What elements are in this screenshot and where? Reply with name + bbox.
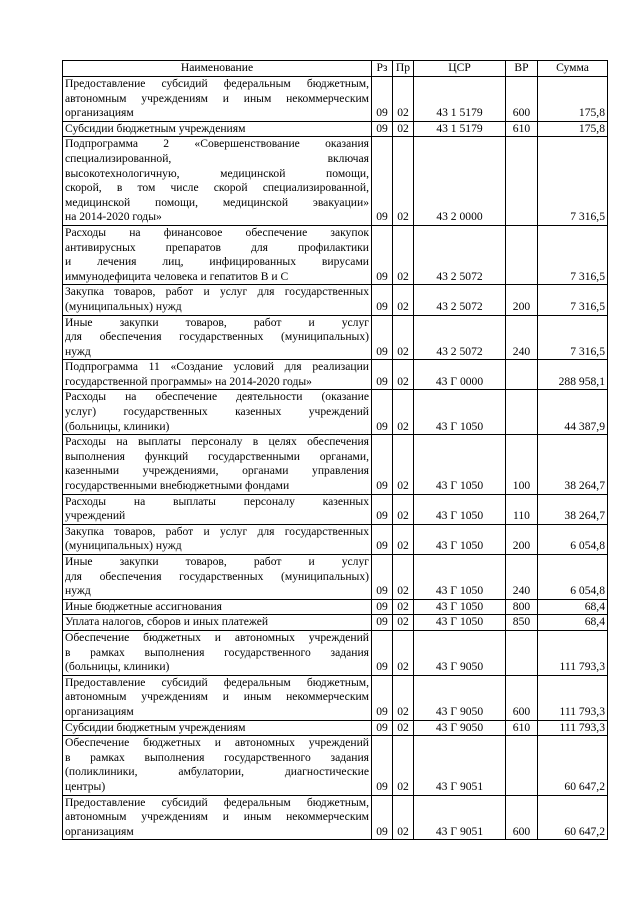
- header-pr: Пр: [393, 61, 414, 77]
- row-vr: 200: [506, 285, 538, 315]
- row-name: [63, 630, 372, 675]
- row-vr: 610: [506, 121, 538, 137]
- row-rz: 09: [372, 494, 393, 524]
- row-csr: 43 Г 9051: [414, 795, 506, 840]
- row-name-line: государственной программы» на 2014-2020 годы»: [65, 374, 312, 388]
- row-name-line: высокотехнологичную, медицинской помощи,: [65, 166, 369, 180]
- table-header-row: [63, 61, 608, 77]
- row-pr: 02: [393, 77, 414, 122]
- row-name-line: Обеспечение бюджетных и автономных учреждений: [65, 630, 369, 644]
- row-name-line: Подпрограмма 2 «Совершенствование оказания: [65, 137, 369, 151]
- row-pr: 02: [393, 225, 414, 284]
- row-rz: 09: [372, 435, 393, 494]
- row-sum: 111 793,3: [538, 630, 608, 675]
- row-vr: 110: [506, 494, 538, 524]
- row-name-line: Иные бюджетные ассигнования: [65, 599, 222, 613]
- row-rz: 09: [372, 555, 393, 600]
- row-sum: 68,4: [538, 615, 608, 631]
- row-pr: 02: [393, 795, 414, 840]
- table-row: [63, 225, 608, 284]
- row-name: [63, 736, 372, 795]
- row-sum: 111 793,3: [538, 675, 608, 720]
- row-name: [63, 720, 372, 736]
- row-csr: 43 2 5072: [414, 225, 506, 284]
- table-row: [63, 630, 608, 675]
- row-pr: 02: [393, 360, 414, 390]
- row-vr: [506, 225, 538, 284]
- row-sum: 44 387,9: [538, 390, 608, 435]
- row-vr: 240: [506, 315, 538, 360]
- table-body: [63, 77, 608, 840]
- row-rz: 09: [372, 675, 393, 720]
- row-sum: 288 958,1: [538, 360, 608, 390]
- row-name-line: скорой, в том числе скорой специализированной,: [65, 181, 369, 195]
- row-pr: 02: [393, 720, 414, 736]
- row-csr: 43 Г 1050: [414, 524, 506, 554]
- row-sum: 6 054,8: [538, 524, 608, 554]
- row-sum: 6 054,8: [538, 555, 608, 600]
- row-csr: 43 2 0000: [414, 137, 506, 226]
- row-csr: 43 Г 9050: [414, 720, 506, 736]
- table-row: [63, 615, 608, 631]
- row-vr: 800: [506, 599, 538, 615]
- row-name-line: Закупка товаров, работ и услуг для государственных: [65, 285, 369, 299]
- row-csr: 43 Г 1050: [414, 435, 506, 494]
- row-name-line: услуг) государственных казенных учреждений: [65, 405, 369, 419]
- row-sum: 111 793,3: [538, 720, 608, 736]
- row-name-line: казенными учреждениями, органами управления: [65, 464, 369, 478]
- row-pr: 02: [393, 121, 414, 137]
- row-pr: 02: [393, 524, 414, 554]
- row-name: [63, 121, 372, 137]
- row-pr: 02: [393, 630, 414, 675]
- row-rz: 09: [372, 285, 393, 315]
- row-name-line: Предоставление субсидий федеральным бюджетным,: [65, 77, 369, 90]
- row-vr: [506, 137, 538, 226]
- row-name: [63, 435, 372, 494]
- row-pr: 02: [393, 736, 414, 795]
- table-row: [63, 360, 608, 390]
- row-name-line: и лечения лиц, инфицированных вирусами: [65, 255, 369, 269]
- row-pr: 02: [393, 615, 414, 631]
- row-name-line: (больницы, клиники): [65, 660, 170, 674]
- row-name-line: автономным учреждениям и иным некоммерческим: [65, 91, 369, 105]
- row-pr: 02: [393, 555, 414, 600]
- row-rz: 09: [372, 225, 393, 284]
- row-vr: 610: [506, 720, 538, 736]
- row-name-line: Иные закупки товаров, работ и услуг: [65, 315, 369, 329]
- row-rz: 09: [372, 630, 393, 675]
- row-rz: 09: [372, 137, 393, 226]
- row-name-line: Субсидии бюджетным учреждениям: [65, 121, 246, 135]
- row-vr: 100: [506, 435, 538, 494]
- row-rz: 09: [372, 795, 393, 840]
- row-name-line: Предоставление субсидий федеральным бюджетным,: [65, 795, 369, 809]
- row-sum: 7 316,5: [538, 315, 608, 360]
- table-row: [63, 720, 608, 736]
- table-row: [63, 315, 608, 360]
- row-sum: 175,8: [538, 77, 608, 122]
- row-csr: 43 Г 9050: [414, 675, 506, 720]
- row-csr: 43 Г 1050: [414, 599, 506, 615]
- row-csr: 43 Г 9050: [414, 630, 506, 675]
- row-pr: 02: [393, 599, 414, 615]
- row-sum: 60 647,2: [538, 795, 608, 840]
- row-pr: 02: [393, 315, 414, 360]
- table-row: [63, 555, 608, 600]
- table-row: [63, 524, 608, 554]
- row-name: [63, 285, 372, 315]
- row-vr: 600: [506, 795, 538, 840]
- table-row: [63, 736, 608, 795]
- table-row: [63, 675, 608, 720]
- row-name: [63, 225, 372, 284]
- row-vr: [506, 390, 538, 435]
- row-name-line: медицинской помощи, медицинской эвакуации»: [65, 195, 369, 209]
- row-name: [63, 675, 372, 720]
- row-name-line: нужд: [65, 344, 91, 358]
- row-name-line: выполнения функций государственными органами,: [65, 449, 369, 463]
- row-name-line: Субсидии бюджетным учреждениям: [65, 720, 246, 734]
- row-rz: 09: [372, 390, 393, 435]
- row-pr: 02: [393, 494, 414, 524]
- row-sum: 60 647,2: [538, 736, 608, 795]
- row-csr: 43 Г 1050: [414, 615, 506, 631]
- row-rz: 09: [372, 77, 393, 122]
- row-name-line: (поликлиники, амбулатории, диагностические: [65, 765, 369, 779]
- row-rz: 09: [372, 615, 393, 631]
- header-csr: ЦСР: [414, 61, 506, 77]
- table-row: [63, 121, 608, 137]
- row-csr: 43 Г 9051: [414, 736, 506, 795]
- row-name-line: центры): [65, 779, 106, 793]
- header-sum: Сумма: [538, 61, 608, 77]
- row-name-line: организациям: [65, 824, 134, 838]
- row-name-line: на 2014-2020 годы»: [65, 210, 162, 224]
- row-name-line: Иные закупки товаров, работ и услуг: [65, 555, 369, 568]
- row-name-line: (больницы, клиники): [65, 419, 170, 433]
- table-row: [63, 795, 608, 840]
- row-name: [63, 795, 372, 840]
- row-name-line: антивирусных препаратов для профилактики: [65, 240, 369, 254]
- row-name: [63, 555, 372, 600]
- row-name-line: Подпрограмма 11 «Создание условий для реализации: [65, 360, 369, 374]
- row-name: [63, 615, 372, 631]
- row-name-line: для обеспечения государственных (муниципальных): [65, 330, 369, 344]
- row-name-line: Предоставление субсидий федеральным бюджетным,: [65, 675, 369, 689]
- row-name-line: Обеспечение бюджетных и автономных учреждений: [65, 736, 369, 750]
- row-name-line: (муниципальных) нужд: [65, 539, 182, 553]
- row-pr: 02: [393, 435, 414, 494]
- row-vr: 240: [506, 555, 538, 600]
- row-csr: 43 1 5179: [414, 121, 506, 137]
- row-csr: 43 2 5072: [414, 315, 506, 360]
- row-name: [63, 137, 372, 226]
- row-name-line: в рамках выполнения государственного задания: [65, 645, 369, 659]
- budget-table: [62, 60, 608, 840]
- row-name: [63, 524, 372, 554]
- table-row: [63, 137, 608, 226]
- row-rz: 09: [372, 315, 393, 360]
- header-name: Наименование: [63, 61, 372, 77]
- row-vr: 200: [506, 524, 538, 554]
- row-vr: 600: [506, 77, 538, 122]
- row-name: [63, 599, 372, 615]
- row-rz: 09: [372, 524, 393, 554]
- row-vr: 600: [506, 675, 538, 720]
- table-row: [63, 494, 608, 524]
- row-name-line: нужд: [65, 584, 91, 598]
- row-name-line: организациям: [65, 704, 134, 718]
- row-sum: 68,4: [538, 599, 608, 615]
- row-name-line: для обеспечения государственных (муниципальных): [65, 569, 369, 583]
- row-pr: 02: [393, 137, 414, 226]
- row-sum: 38 264,7: [538, 494, 608, 524]
- table-row: [63, 390, 608, 435]
- row-sum: 7 316,5: [538, 225, 608, 284]
- table-row: [63, 435, 608, 494]
- row-rz: 09: [372, 121, 393, 137]
- row-name-line: автономным учреждениям и иным некоммерческим: [65, 810, 369, 824]
- row-name-line: Расходы на выплаты персоналу в целях обеспечения: [65, 435, 369, 449]
- table-row: [63, 599, 608, 615]
- row-sum: 175,8: [538, 121, 608, 137]
- row-name-line: Расходы на выплаты персоналу казенных: [65, 494, 369, 508]
- row-csr: 43 Г 1050: [414, 494, 506, 524]
- row-sum: 38 264,7: [538, 435, 608, 494]
- header-vr: ВР: [506, 61, 538, 77]
- row-rz: 09: [372, 720, 393, 736]
- row-name: [63, 494, 372, 524]
- row-name-line: государственными внебюджетными фондами: [65, 479, 290, 493]
- row-name-line: иммунодефицита человека и гепатитов В и С: [65, 269, 289, 283]
- row-vr: [506, 360, 538, 390]
- table-row: [63, 77, 608, 122]
- row-vr: 850: [506, 615, 538, 631]
- row-name-line: специализированной, включая: [65, 151, 369, 165]
- row-name-line: Расходы на финансовое обеспечение закупок: [65, 225, 369, 239]
- row-name-line: Закупка товаров, работ и услуг для государственных: [65, 524, 369, 538]
- row-name-line: Расходы на обеспечение деятельности (оказание: [65, 390, 369, 404]
- row-csr: 43 Г 1050: [414, 390, 506, 435]
- row-csr: 43 2 5072: [414, 285, 506, 315]
- row-sum: 7 316,5: [538, 285, 608, 315]
- header-rz: Рз: [372, 61, 393, 77]
- row-pr: 02: [393, 285, 414, 315]
- row-sum: 7 316,5: [538, 137, 608, 226]
- row-name: [63, 390, 372, 435]
- row-csr: 43 Г 0000: [414, 360, 506, 390]
- row-name: [63, 360, 372, 390]
- row-rz: 09: [372, 599, 393, 615]
- row-rz: 09: [372, 360, 393, 390]
- row-name: [63, 315, 372, 360]
- row-name-line: учреждений: [65, 509, 126, 523]
- row-pr: 02: [393, 675, 414, 720]
- row-rz: 09: [372, 736, 393, 795]
- row-name-line: Уплата налогов, сборов и иных платежей: [65, 615, 269, 629]
- row-name-line: организациям: [65, 106, 134, 120]
- row-name-line: (муниципальных) нужд: [65, 299, 182, 313]
- table-row: [63, 285, 608, 315]
- row-name-line: в рамках выполнения государственного задания: [65, 750, 369, 764]
- row-pr: 02: [393, 390, 414, 435]
- row-csr: 43 Г 1050: [414, 555, 506, 600]
- row-name: [63, 77, 372, 122]
- row-name-line: автономным учреждениям и иным некоммерческим: [65, 690, 369, 704]
- row-vr: [506, 736, 538, 795]
- row-csr: 43 1 5179: [414, 77, 506, 122]
- row-vr: [506, 630, 538, 675]
